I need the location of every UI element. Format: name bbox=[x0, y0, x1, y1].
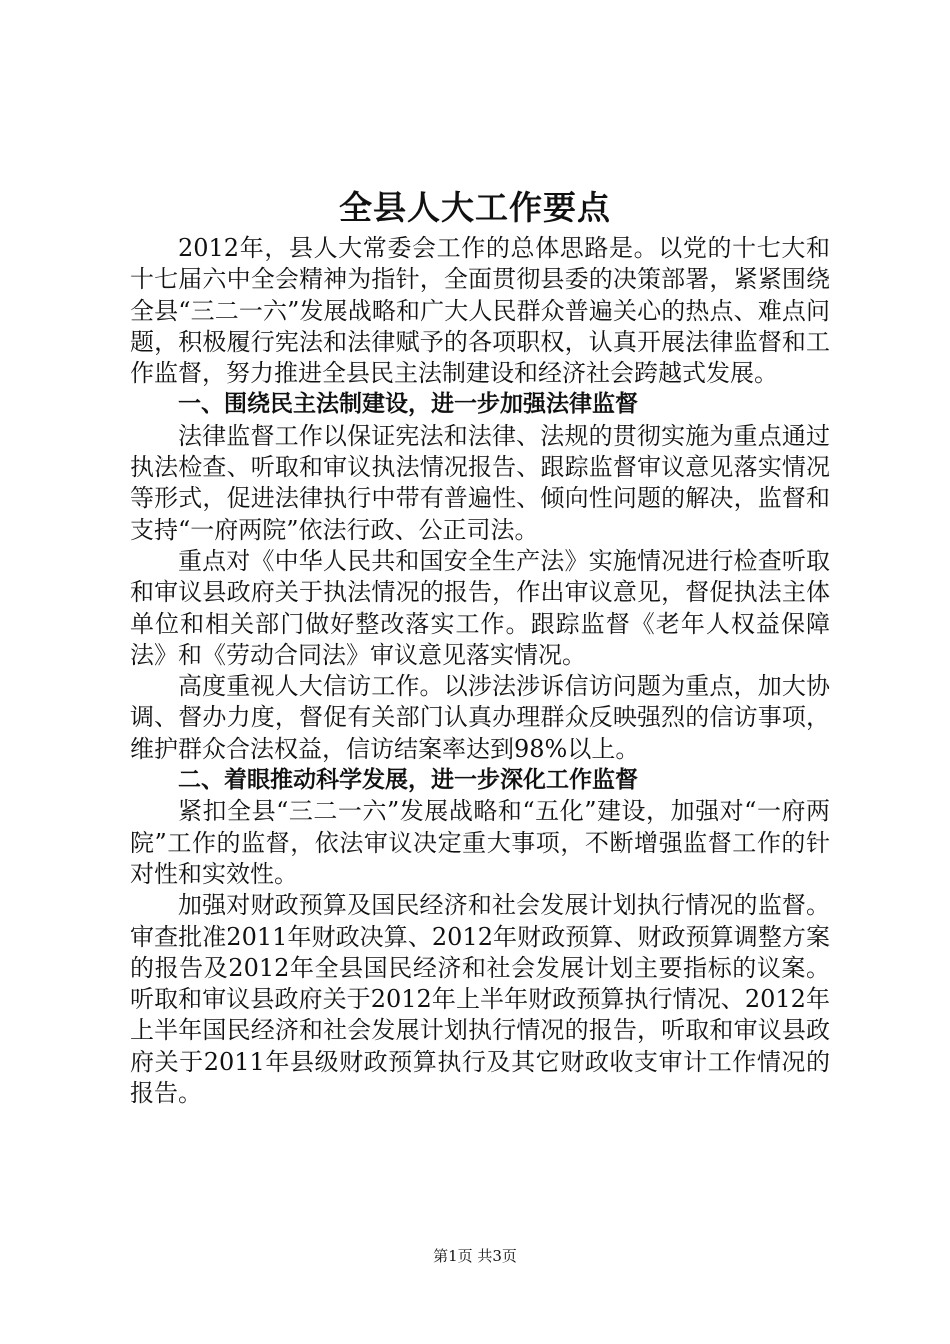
section-1-heading: 一、围绕民主法制建设，进一步加强法律监督 bbox=[178, 391, 638, 418]
intro-paragraph: 2012年，县人大常委会工作的总体思路是。以党的十七大和十七届六中全会精神为指针，全面贯彻县委的决策部署，紧紧围绕全县“三二一六”发展战略和广大人民群众普遍关心的热点、难点问题，积极履行宪法和法律赋予的各项职权，认真开展法律监督和工作监督，努力推进全县民主法制建设和经济社会跨越式发展。 bbox=[130, 234, 830, 388]
section-2-paragraph-2: 加强对财政预算及国民经济和社会发展计划执行情况的监督。审查批准2011年财政决算、2012年财政预算、财政预算调整方案的报告及2012年全县国民经济和社会发展计划主要指标的议案。听取和审议县政府关于2012年上半年财政预算执行情况、2012年上半年国民经济和社会发展计划执行情况的报告，听取和审议县政府关于2011年县级财政预算执行及其它财政收支审计工作情况的报告。 bbox=[130, 891, 830, 1108]
section-1-paragraph-1: 法律监督工作以保证宪法和法律、法规的贯彻实施为重点通过执法检查、听取和审议执法情况报告、跟踪监督审议意见落实情况等形式，促进法律执行中带有普遍性、倾向性问题的解决，监督和支持“一府两院”依法行政、公正司法。 bbox=[130, 421, 830, 544]
section-2-heading: 二、着眼推动科学发展，进一步深化工作监督 bbox=[178, 767, 638, 794]
section-2-paragraph-1: 紧扣全县“三二一六”发展战略和“五化”建设，加强对“一府两院”工作的监督，依法审议决定重大事项，不断增强监督工作的针对性和实效性。 bbox=[130, 797, 830, 888]
section-1-paragraph-3: 高度重视人大信访工作。以涉法涉诉信访问题为重点，加大协调、督办力度，督促有关部门认真办理群众反映强烈的信访事项，维护群众合法权益，信访结案率达到98%以上。 bbox=[130, 672, 830, 763]
document-body bbox=[130, 233, 830, 1109]
page-number-footer: 第1页 共3页 bbox=[433, 1247, 517, 1265]
document-title: 全县人大工作要点 bbox=[339, 188, 611, 227]
section-1-paragraph-2: 重点对《中华人民共和国安全生产法》实施情况进行检查听取和审议县政府关于执法情况的报告，作出审议意见，督促执法主体单位和相关部门做好整改落实工作。跟踪监督《老年人权益保障法》和《劳动合同法》审议意见落实情况。 bbox=[130, 546, 830, 669]
